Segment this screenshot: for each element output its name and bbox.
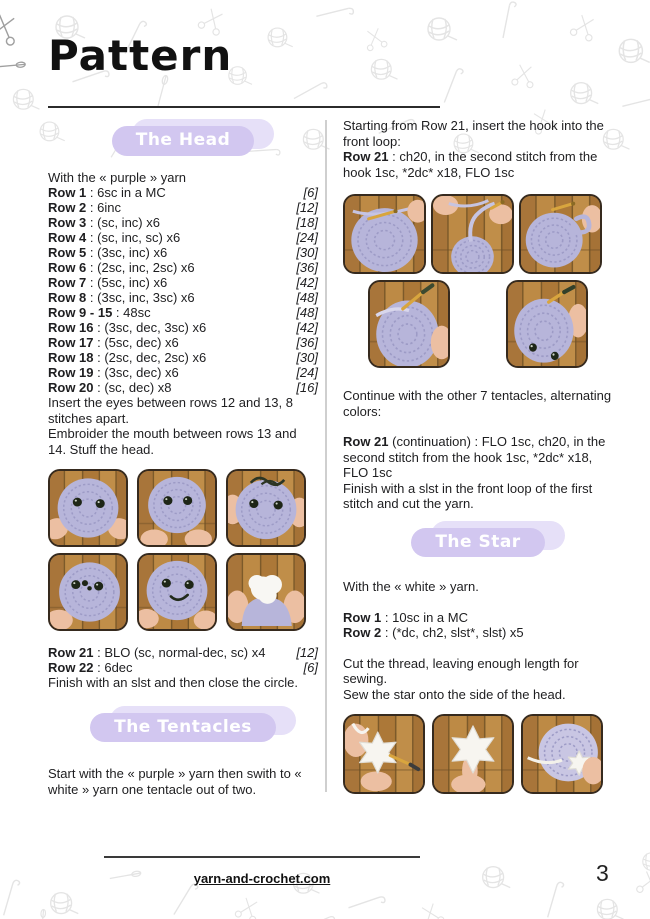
paragraph: Row 1 : 10sc in a MC — [343, 609, 468, 625]
row-label: Row 17 — [48, 335, 94, 350]
row-label: Row 20 — [48, 380, 94, 395]
yarn-ball-doodle — [615, 35, 650, 72]
row-instruction: : BLO (sc, normal-dec, sc) x4 — [93, 645, 266, 660]
row-label: Row 16 — [48, 320, 94, 335]
stitch-count: [30] — [296, 350, 318, 365]
pattern-row — [48, 200, 318, 215]
row-instruction: : 48sc — [112, 305, 151, 320]
yarn-ball-doodle — [479, 863, 513, 897]
photo-head-held — [137, 469, 217, 547]
yarn-ball-doodle — [265, 25, 296, 55]
page-title: Pattern — [48, 31, 233, 80]
crochet-hook-doodle — [289, 73, 331, 114]
row-label: Row 8 — [48, 290, 87, 305]
sewing-needle-doodle — [23, 901, 68, 919]
tentacles-instructions-bottom — [343, 388, 613, 512]
pattern-row — [48, 185, 318, 200]
paragraph: With the « white » yarn. — [343, 579, 479, 594]
row-label: Row 6 — [48, 260, 87, 275]
row-instruction: : (3sc, dec, 3sc) x6 — [93, 320, 207, 335]
crochet-hook-doodle — [0, 875, 36, 919]
stitch-count: [16] — [296, 380, 318, 395]
row-instruction: : (2sc, dec, 2sc) x6 — [93, 350, 207, 365]
stitch-count: [42] — [296, 320, 318, 335]
row-label: Row 9 - 15 — [48, 305, 113, 320]
head-outro: Finish with an slst and then close the circle. — [48, 675, 299, 690]
section-pill-the-star — [411, 528, 544, 558]
yarn-ball-doodle — [368, 56, 400, 88]
row-instruction: : (sc, dec) x8 — [93, 380, 172, 395]
website-link[interactable]: yarn-and-crochet.com — [193, 871, 331, 886]
photo-star-crochet — [343, 714, 425, 794]
crochet-hook-doodle — [532, 877, 581, 919]
section-heading-label: The Tentacles — [90, 713, 276, 743]
photo-hook-front-loop — [343, 194, 426, 274]
note-text: Embroider the mouth between rows 13 and 14. Stuff the head. — [48, 426, 297, 457]
yarn-ball-doodle — [640, 850, 650, 878]
row-label: Row 2 — [48, 200, 87, 215]
stitch-count: [24] — [296, 230, 318, 245]
photo-tentacle-curl — [519, 194, 602, 274]
row-instruction: : (3sc, dec) x6 — [93, 365, 179, 380]
crochet-hook-doodle — [430, 64, 478, 111]
pattern-row — [48, 350, 318, 365]
row-label: Row 7 — [48, 275, 87, 290]
photo-hook-close — [368, 280, 450, 368]
pattern-row — [48, 245, 318, 260]
page-number: 3 — [596, 860, 609, 886]
star-heading-wrap — [343, 528, 613, 558]
paragraph: Continue with the other 7 tentacles, alternating colors: — [343, 388, 612, 419]
photo-chain-pull — [431, 194, 514, 274]
tentacles-photo-row-bottom — [343, 280, 613, 368]
pattern-row — [48, 645, 318, 660]
head-heading-wrap — [48, 126, 318, 156]
column-divider — [325, 120, 327, 792]
tentacles-photo-row-top — [343, 194, 613, 274]
pattern-row — [48, 320, 318, 335]
row-label: Row 19 — [48, 365, 94, 380]
pattern-row — [48, 365, 318, 380]
row-instruction: : 6inc — [86, 200, 121, 215]
pattern-row — [48, 230, 318, 245]
row-label: Row 1 — [48, 185, 87, 200]
stitch-count: [12] — [296, 645, 318, 660]
star-instructions — [343, 579, 613, 702]
right-column — [343, 118, 613, 794]
row-label: Row 18 — [48, 350, 94, 365]
star-photo-row — [343, 714, 613, 794]
stitch-count: [30] — [296, 245, 318, 260]
stitch-count: [48] — [296, 290, 318, 305]
photo-head-smile — [137, 553, 217, 631]
tentacles-heading-wrap — [48, 713, 318, 743]
row-instruction: : 6dec — [93, 660, 133, 675]
tentacles-instructions-top — [343, 118, 613, 180]
crochet-hook-doodle — [342, 882, 390, 919]
row-instruction: : (3sc, inc) x6 — [86, 245, 168, 260]
row-instruction: : (3sc, inc, 3sc) x6 — [86, 290, 195, 305]
head-notes — [48, 395, 318, 457]
row-label: Row 5 — [48, 245, 87, 260]
scissors-doodle — [414, 896, 453, 919]
photo-head-eyes — [48, 469, 128, 547]
pattern-row — [48, 215, 318, 230]
title-underline — [48, 106, 440, 108]
paragraph: Row 21 : ch20, in the second stitch from the hook 1sc, *2dc* x18, FLO 1sc — [343, 149, 598, 180]
pattern-row — [48, 290, 318, 305]
row-label: Row 4 — [48, 230, 87, 245]
stitch-count: [6] — [303, 185, 318, 200]
crochet-hook-doodle — [616, 81, 650, 130]
yarn-ball-doodle — [567, 79, 601, 113]
row-instruction: : (5sc, dec) x6 — [93, 335, 179, 350]
section-pill-the-head — [112, 126, 255, 156]
paragraph: Sew the star onto the side of the head. — [343, 686, 566, 702]
paragraph: Starting from Row 21, insert the hook into the front loop: — [343, 118, 604, 149]
row-label: Row 22 — [48, 660, 94, 675]
crochet-hook-doodle — [485, 0, 535, 47]
scissors-doodle — [230, 892, 269, 919]
stitch-count: [12] — [296, 200, 318, 215]
head-intro: With the « purple » yarn — [48, 169, 187, 185]
scissors-doodle — [0, 8, 30, 56]
section-heading-label: The Head — [112, 126, 255, 156]
tentacles-intro: Start with the « purple » yarn then swith to « white » yarn one tentacle out of two. — [48, 766, 302, 797]
scissors-doodle — [508, 60, 543, 95]
yarn-ball-doodle — [424, 14, 460, 50]
head-final-rows — [48, 645, 318, 675]
head-photo-grid — [48, 469, 306, 631]
photo-head-pins — [48, 553, 128, 631]
footer-rule — [104, 856, 420, 858]
paragraph: Cut the thread, leaving enough length for sewing. — [343, 655, 579, 686]
row-instruction: : (sc, inc) x6 — [86, 215, 160, 230]
row-instruction: : 6sc in a MC — [86, 185, 166, 200]
crochet-hook-doodle — [297, 905, 338, 919]
crochet-hook-doodle — [310, 0, 359, 40]
photo-head-stuffing — [226, 553, 306, 631]
stitch-count: [18] — [296, 215, 318, 230]
photo-star-done — [432, 714, 514, 794]
photo-head-embroider — [226, 469, 306, 547]
pattern-row — [48, 660, 318, 675]
row-instruction: : (2sc, inc, 2sc) x6 — [86, 260, 195, 275]
left-column — [48, 118, 318, 797]
stitch-count: [48] — [296, 305, 318, 320]
scissors-doodle — [360, 22, 395, 57]
section-heading-label: The Star — [411, 528, 544, 558]
row-label: Row 3 — [48, 215, 87, 230]
yarn-ball-doodle — [47, 889, 81, 919]
yarn-ball-doodle — [594, 896, 626, 919]
row-label: Row 21 — [48, 645, 94, 660]
yarn-ball-doodle — [10, 86, 42, 118]
pattern-row — [48, 335, 318, 350]
note-text: Insert the eyes between rows 12 and 13, 8 stitches apart. — [48, 395, 293, 426]
paragraph: Row 21 (continuation) : FLO 1sc, ch20, in the second stitch from the hook 1sc, *2dc* x18, FLO 1sc — [343, 434, 606, 480]
stitch-count: [36] — [296, 335, 318, 350]
photo-hook-head — [506, 280, 588, 368]
scissors-doodle — [565, 9, 606, 50]
pattern-row — [48, 305, 318, 320]
stitch-count: [36] — [296, 260, 318, 275]
row-instruction: : (5sc, inc) x6 — [86, 275, 168, 290]
section-pill-the-tentacles — [90, 713, 276, 743]
paragraph: Row 2 : (*dc, ch2, slst*, slst) x5 — [343, 625, 524, 640]
stitch-count: [42] — [296, 275, 318, 290]
row-instruction: : (sc, inc, sc) x6 — [86, 230, 181, 245]
paragraph: Finish with a slst in the front loop of the first stitch and cut the yarn. — [343, 480, 593, 511]
photo-star-sew — [521, 714, 603, 794]
pattern-row — [48, 275, 318, 290]
sewing-needle-doodle — [0, 45, 35, 95]
head-pattern-rows — [48, 185, 318, 395]
pattern-row — [48, 260, 318, 275]
stitch-count: [6] — [303, 660, 318, 675]
pattern-row — [48, 380, 318, 395]
stitch-count: [24] — [296, 365, 318, 380]
